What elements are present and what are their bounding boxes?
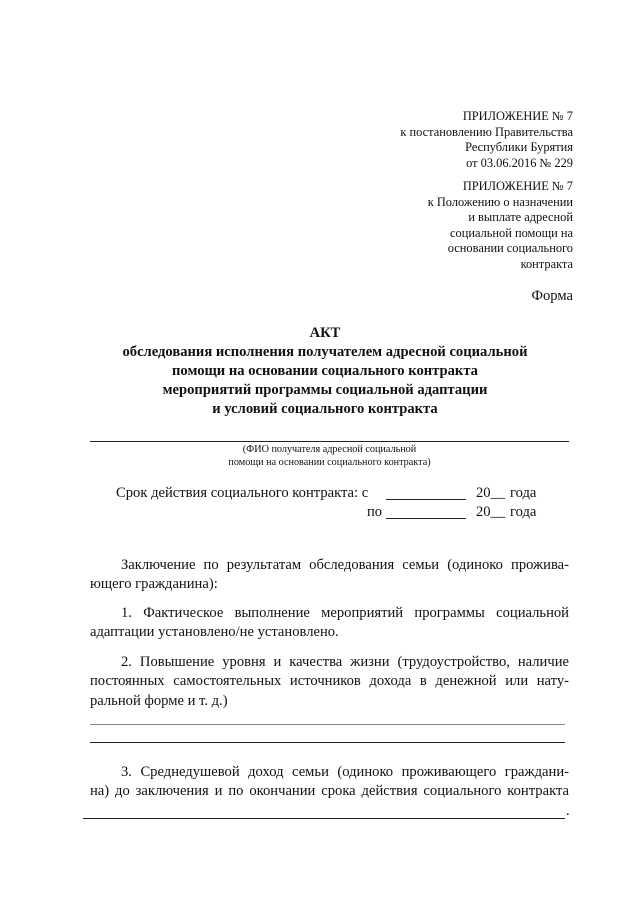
caption-line: помощи на основании социального контракта)	[228, 456, 431, 468]
header-line: основании социального	[447, 241, 573, 256]
header-line: контракта	[520, 256, 573, 271]
term-from-year-suffix: года	[510, 485, 537, 501]
term-to-year-suffix: года	[510, 504, 537, 520]
term-to-year: 20__	[476, 504, 506, 520]
appendix-header-government	[400, 109, 573, 171]
term-to-label: по	[367, 504, 383, 520]
term-label: Срок действия социального контракта: с	[116, 485, 369, 501]
paragraph-line: 1. Фактическое выполнение мероприятий программы социальной	[121, 605, 569, 621]
paragraph-line: 2. Повышение уровня и качества жизни (трудоустройство, наличие	[121, 654, 569, 670]
paragraph-line: ющего гражданина):	[90, 576, 218, 593]
term-from-row	[116, 484, 368, 503]
term-from-year: 20__	[476, 485, 506, 501]
paragraph-line: адаптации установлено/не установлено.	[90, 624, 339, 641]
paragraph-line: постоянных самостоятельных источников дохода в денежной или нату-	[90, 673, 569, 690]
document-title	[90, 324, 560, 419]
item-2-blank-line[interactable]	[90, 742, 565, 743]
appendix-header-regulation	[428, 179, 573, 273]
fio-blank-line[interactable]	[90, 441, 569, 442]
title-line: АКТ	[309, 325, 341, 341]
item-2-paragraph	[90, 653, 569, 711]
header-line: от 03.06.2016 № 229	[466, 155, 573, 170]
caption-line: (ФИО получателя адресной социальной	[242, 444, 417, 455]
paragraph-line: ральной форме и т. д.)	[90, 692, 228, 709]
term-to-date-field[interactable]	[386, 505, 466, 519]
item-3-paragraph	[90, 763, 569, 802]
fio-caption	[90, 444, 569, 469]
form-label: Форма	[531, 288, 573, 304]
title-line: и условий социального контракта	[212, 401, 438, 417]
conclusion-paragraph	[90, 556, 569, 595]
item-1-paragraph	[90, 604, 569, 643]
paragraph-line: Заключение по результатам обследования семьи (одиноко прожива-	[121, 557, 569, 573]
item-3-period: .	[566, 803, 570, 819]
header-line: социальной помощи на	[450, 225, 573, 240]
term-from-date-field[interactable]	[386, 486, 466, 500]
header-line: ПРИЛОЖЕНИЕ № 7	[462, 179, 573, 193]
header-line: ПРИЛОЖЕНИЕ № 7	[462, 109, 573, 123]
title-line: обследования исполнения получателем адресной социальной	[122, 344, 528, 360]
title-line: помощи на основании социального контракта	[172, 363, 478, 379]
item-3-blank-line[interactable]	[83, 818, 565, 819]
header-line: к постановлению Правительства	[400, 124, 573, 139]
paragraph-line: 3. Среднедушевой доход семьи (одиноко проживающего граждани-	[121, 764, 569, 780]
header-line: и выплате адресной	[468, 210, 573, 225]
title-line: мероприятий программы социальной адаптации	[162, 382, 488, 398]
item-2-blank-line[interactable]	[90, 724, 565, 725]
header-line: Республики Бурятия	[465, 140, 573, 155]
header-line: к Положению о назначении	[427, 194, 573, 209]
paragraph-line: на) до заключения и по окончании срока действия социального контракта	[90, 783, 569, 800]
